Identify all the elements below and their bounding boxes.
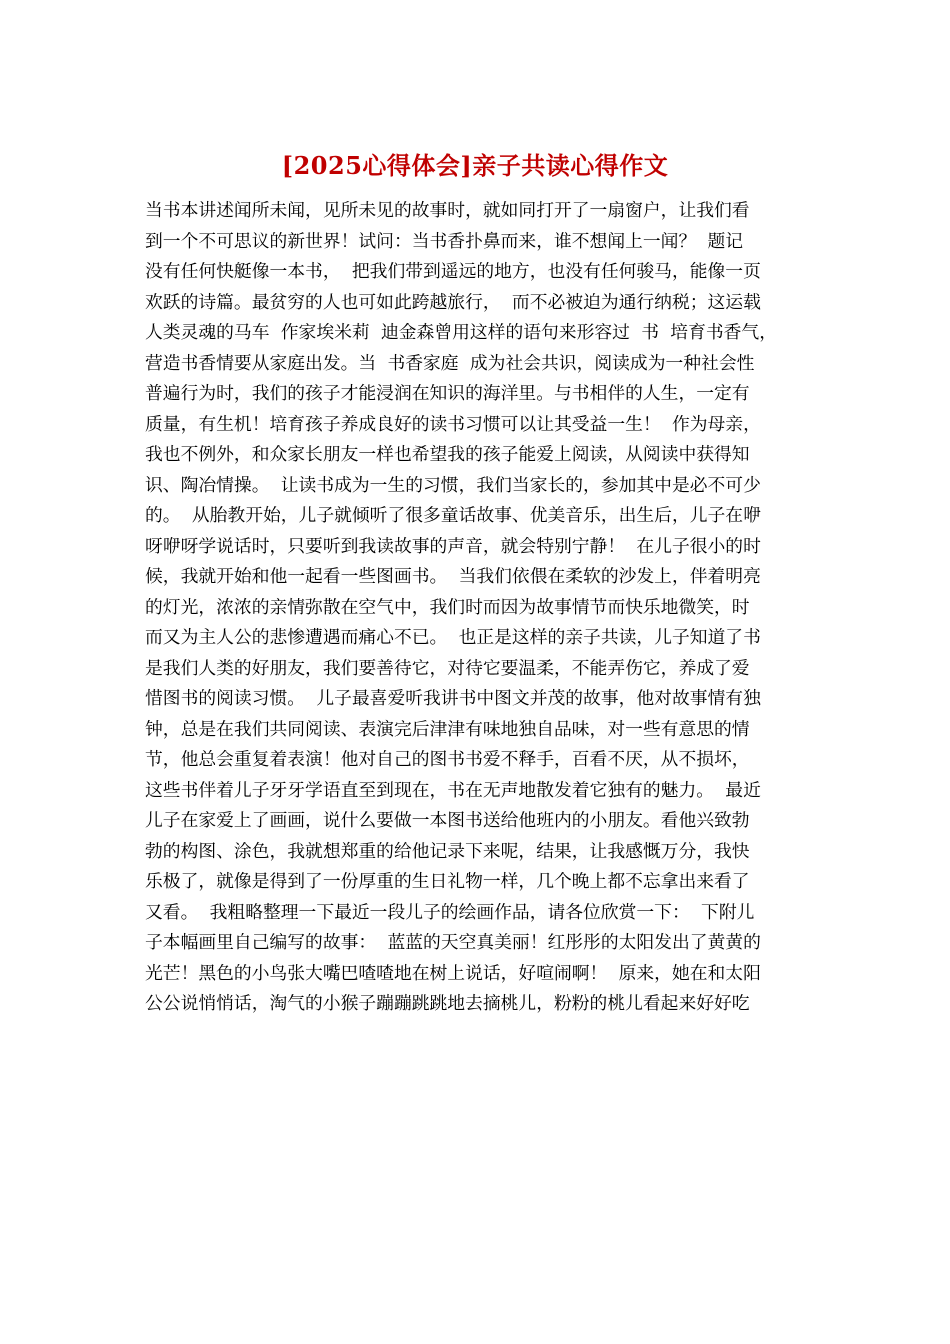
- body-line: 光芒！黑色的小鸟张大嘴巴喳喳地在树上说话，好喧闹啊！ 原来，她在和太阳: [145, 962, 761, 984]
- body-line: 的灯光，浓浓的亲情弥散在空气中，我们时而因为故事情节而快乐地微笑，时: [145, 596, 750, 618]
- body-line: 呀咿呀学说话时，只要听到我读故事的声音，就会特别宁静！ 在儿子很小的时: [145, 535, 761, 557]
- body-line: 是我们人类的好朋友，我们要善待它，对待它要温柔，不能弄伤它，养成了爱: [145, 657, 750, 679]
- body-line: 这些书伴着儿子牙牙学语直至到现在，书在无声地散发着它独有的魅力。 最近: [145, 779, 761, 801]
- body-line: 惜图书的阅读习惯。 儿子最喜爱听我讲书中图文并茂的故事，他对故事情有独: [145, 688, 761, 709]
- body-line: 勃的构图、涂色，我就想郑重的给他记录下来呢，结果，让我感慨万分，我快: [145, 840, 750, 862]
- body-line: 质量，有生机！培育孩子养成良好的读书习惯可以让其受益一生！ 作为母亲，: [145, 413, 761, 435]
- body-line: 节，他总会重复着表演！他对自己的图书书爱不释手，百看不厌，从不损坏，: [145, 749, 750, 770]
- body-line: 儿子在家爱上了画画，说什么要做一本图书送给他班内的小朋友。看他兴致勃: [145, 810, 750, 831]
- body-line: 到一个不可思议的新世界！试问：当书香扑鼻而来，谁不想闻上一闻？ 题记: [145, 230, 744, 252]
- body-line: 子本幅画里自己编写的故事： 蓝蓝的天空真美丽！红彤彤的太阳发出了黄黄的: [145, 932, 761, 953]
- body-line: 乐极了，就像是得到了一份厚重的生日礼物一样，几个晚上都不忘拿出来看了: [145, 871, 750, 892]
- body-line: 当书本讲述闻所未闻，见所未见的故事时，就如同打开了一扇窗户，让我们看: [145, 200, 750, 221]
- body-line: 候，我就开始和他一起看一些图画书。 当我们依偎在柔软的沙发上，伴着明亮: [145, 566, 761, 587]
- body-line: 的。 从胎教开始，儿子就倾听了很多童话故事、优美音乐，出生后，儿子在咿: [145, 505, 761, 526]
- body-line: 普遍行为时，我们的孩子才能浸润在知识的海洋里。与书相伴的人生，一定有: [145, 383, 750, 404]
- document-title: [2025心得体会]亲子共读心得作文: [281, 151, 669, 180]
- body-line: 人类灵魂的马车 作家埃米莉 迪金森曾用这样的语句来形容过 书 培育书香气，: [145, 322, 777, 343]
- body-line: 又看。 我粗略整理一下最近一段儿子的绘画作品，请各位欣赏一下： 下附儿: [145, 901, 755, 923]
- document-body: [145, 196, 815, 1020]
- body-line: 营造书香情要从家庭出发。当 书香家庭 成为社会共识，阅读成为一种社会性: [145, 352, 755, 374]
- body-line: 识、陶冶情操。 让读书成为一生的习惯，我们当家长的，参加其中是必不可少: [145, 474, 761, 496]
- body-line: 而又为主人公的悲惨遭遇而痛心不已。 也正是这样的亲子共读，儿子知道了书: [145, 627, 761, 648]
- body-line: 我也不例外，和众家长朋友一样也希望我的孩子能爱上阅读，从阅读中获得知: [145, 444, 750, 465]
- body-line: 欢跃的诗篇。最贫穷的人也可如此跨越旅行， 而不必被迫为通行纳税；这运载: [145, 291, 761, 313]
- body-line: 没有任何快艇像一本书， 把我们带到遥远的地方，也没有任何骏马，能像一页: [145, 261, 761, 282]
- body-line: 钟，总是在我们共同阅读、表演完后津津有味地独自品味，对一些有意思的情: [145, 718, 750, 740]
- body-line: 公公说悄悄话，淘气的小猴子蹦蹦跳跳地去摘桃儿，粉粉的桃儿看起来好好吃: [145, 993, 750, 1014]
